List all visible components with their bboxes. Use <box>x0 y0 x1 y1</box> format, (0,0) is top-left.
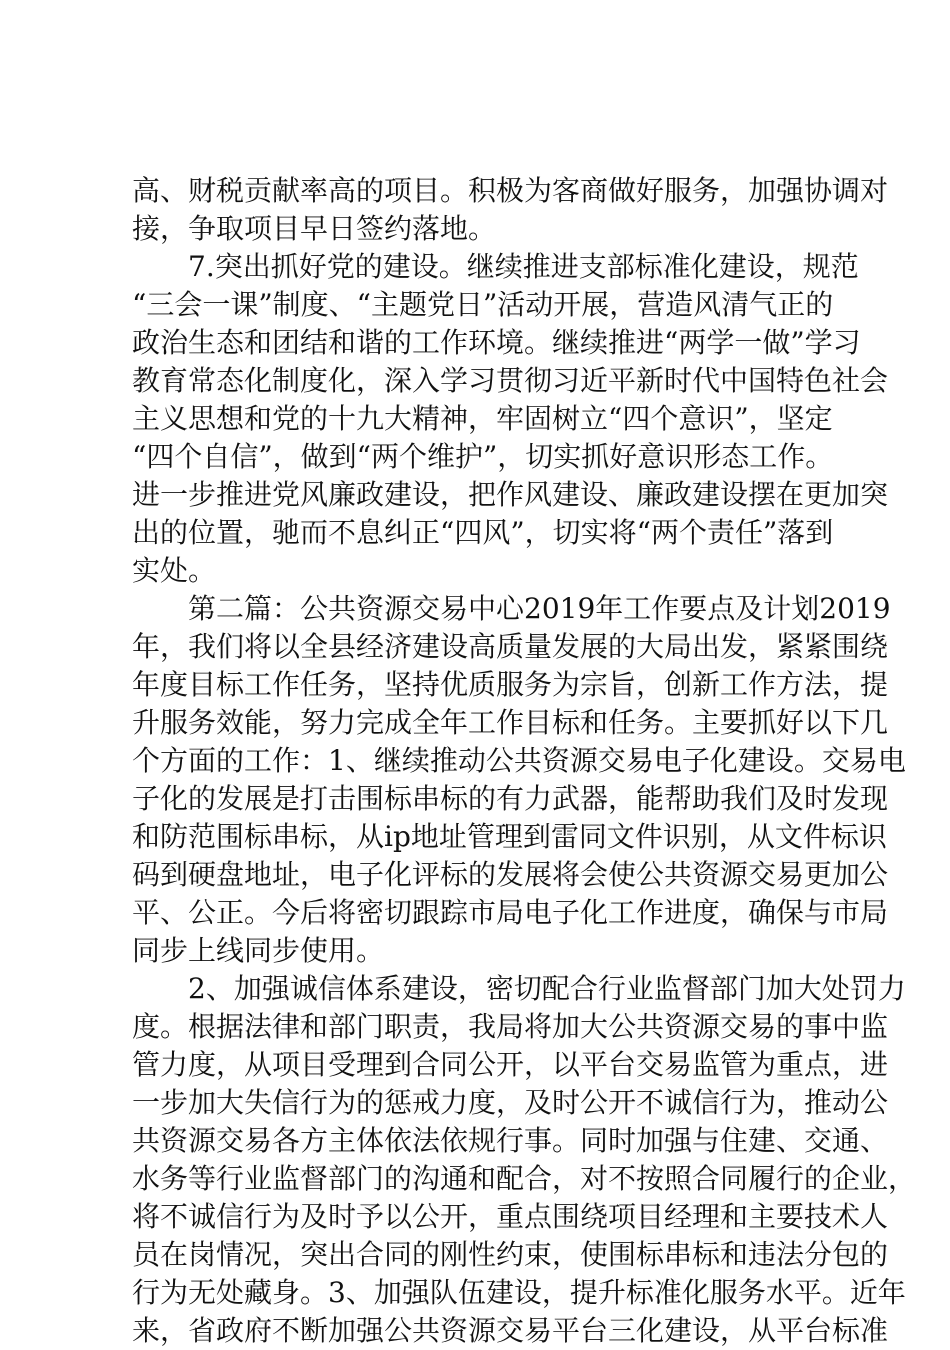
text-line: 2、加强诚信体系建设，密切配合行业监督部门加大处罚力 <box>132 972 906 1005</box>
text-line: 第二篇：公共资源交易中心2019年工作要点及计划2019 <box>132 592 891 625</box>
text-line: 出的位置，驰而不息纠正“四风”，切实将“两个责任”落到 <box>132 516 834 549</box>
text-line: 管力度，从项目受理到合同公开，以平台交易监管为重点，进 <box>132 1048 889 1081</box>
text-line: 主义思想和党的十九大精神，牢固树立“四个意识”，坚定 <box>132 402 833 435</box>
text-line: 水务等行业监督部门的沟通和配合，对不按照合同履行的企业， <box>132 1162 917 1195</box>
text-line: 政治生态和团结和谐的工作环境。继续推进“两学一做”学习 <box>132 326 861 359</box>
text-line: 接，争取项目早日签约落地。 <box>132 212 497 245</box>
text-line: 教育常态化制度化，深入学习贯彻习近平新时代中国特色社会 <box>132 364 889 397</box>
text-line: 7.突出抓好党的建设。继续推进支部标准化建设，规范 <box>132 250 859 283</box>
text-line: 将不诚信行为及时予以公开，重点围绕项目经理和主要技术人 <box>132 1200 889 1233</box>
text-line: 和防范围标串标，从ip地址管理到雷同文件识别，从文件标识 <box>132 820 887 853</box>
text-line: 实处。 <box>132 554 217 587</box>
text-line: 子化的发展是打击围标串标的有力武器，能帮助我们及时发现 <box>132 782 889 815</box>
text-line: 一步加大失信行为的惩戒力度，及时公开不诚信行为，推动公 <box>132 1086 889 1119</box>
text-line: 升服务效能，努力完成全年工作目标和任务。主要抓好以下几 <box>132 706 889 739</box>
text-line: 年度目标工作任务，坚持优质服务为宗旨，创新工作方法，提 <box>132 668 889 701</box>
text-line: 个方面的工作：1、继续推动公共资源交易电子化建设。交易电 <box>132 744 906 777</box>
text-line: 高、财税贡献率高的项目。积极为客商做好服务，加强协调对 <box>132 174 889 207</box>
text-line: 来，省政府不断加强公共资源交易平台三化建设，从平台标准 <box>132 1314 889 1347</box>
text-line: “四个自信”，做到“两个维护”，切实抓好意识形态工作。 <box>132 440 834 473</box>
text-line: “三会一课”制度、“主题党日”活动开展，营造风清气正的 <box>132 288 834 321</box>
text-line: 共资源交易各方主体依法依规行事。同时加强与住建、交通、 <box>132 1124 889 1157</box>
text-line: 年，我们将以全县经济建设高质量发展的大局出发，紧紧围绕 <box>132 630 889 663</box>
text-line: 行为无处藏身。3、加强队伍建设，提升标准化服务水平。近年 <box>132 1276 906 1309</box>
text-line: 平、公正。今后将密切跟踪市局电子化工作进度，确保与市局 <box>132 896 889 929</box>
text-line: 进一步推进党风廉政建设，把作风建设、廉政建设摆在更加突 <box>132 478 889 511</box>
text-line: 码到硬盘地址，电子化评标的发展将会使公共资源交易更加公 <box>132 858 889 891</box>
text-line: 员在岗情况，突出合同的刚性约束，使围标串标和违法分包的 <box>132 1238 889 1271</box>
text-line: 度。根据法律和部门职责，我局将加大公共资源交易的事中监 <box>132 1010 889 1043</box>
text-line: 同步上线同步使用。 <box>132 934 385 967</box>
